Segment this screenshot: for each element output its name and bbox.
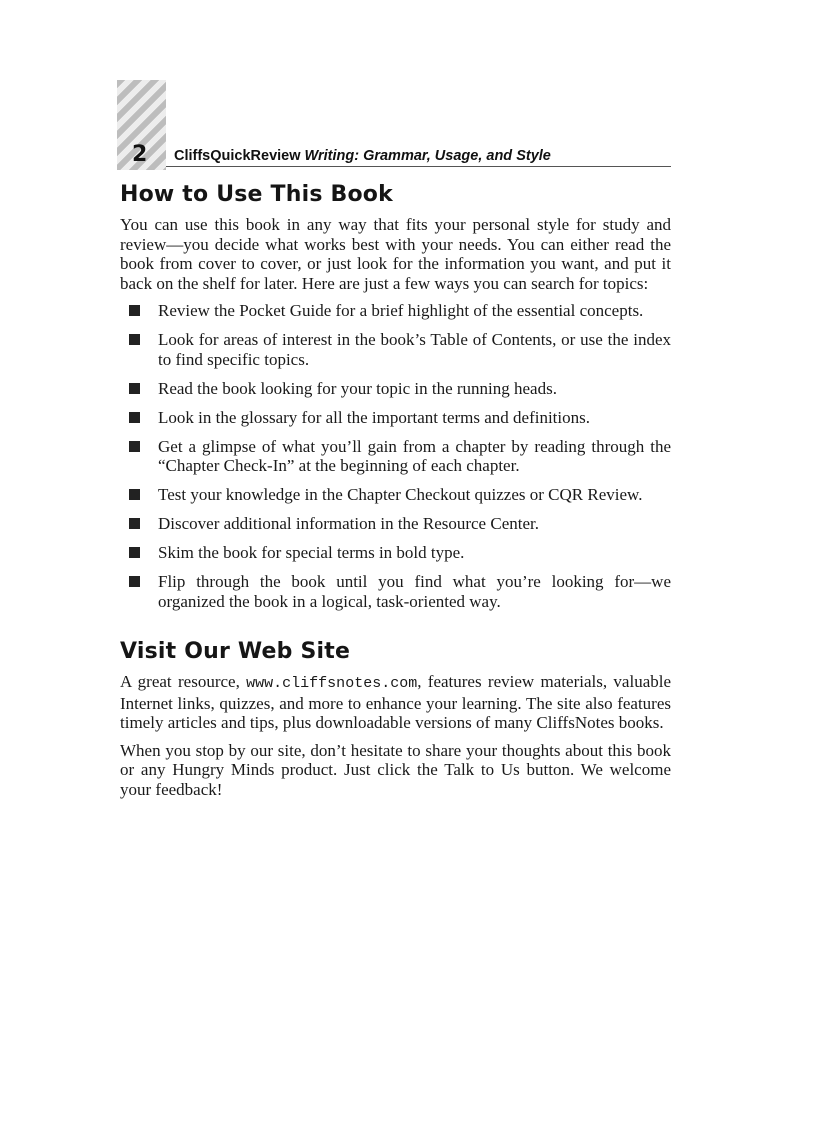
tips-list bbox=[120, 301, 671, 611]
page-number: 2 bbox=[132, 142, 148, 167]
section-heading: How to Use This Book bbox=[120, 182, 393, 207]
square-bullet-icon bbox=[129, 489, 140, 500]
list-item bbox=[120, 485, 671, 505]
list-item bbox=[120, 330, 671, 369]
list-item-text: Skim the book for special terms in bold type. bbox=[158, 543, 465, 562]
running-head bbox=[174, 148, 551, 164]
square-bullet-icon bbox=[129, 441, 140, 452]
list-item bbox=[120, 301, 671, 321]
list-item-text: Review the Pocket Guide for a brief highlight of the essential concepts. bbox=[158, 301, 644, 320]
web-site-paragraph bbox=[120, 672, 671, 733]
square-bullet-icon bbox=[129, 305, 140, 316]
square-bullet-icon bbox=[129, 547, 140, 558]
list-item-text: Look for areas of interest in the book’s Table of Contents, or use the index to find specific topics. bbox=[158, 330, 671, 369]
section-heading: Visit Our Web Site bbox=[120, 639, 351, 664]
list-item-text: Flip through the book until you find what you’re looking for—we organized the book in a logical, task-oriented way. bbox=[158, 572, 671, 611]
paragraph-text: , features review materials, valuable Internet links, quizzes, and more to enhance your learning. The site also features timely articles and tips, plus downloadable versions of many CliffsNotes books. bbox=[120, 672, 672, 732]
square-bullet-icon bbox=[129, 383, 140, 394]
list-item bbox=[120, 379, 671, 399]
web-url: www.cliffsnotes.com bbox=[246, 675, 418, 692]
list-item-text: Look in the glossary for all the important terms and definitions. bbox=[158, 407, 590, 427]
list-item-text: Discover additional information in the Resource Center. bbox=[158, 514, 539, 533]
section-how-to-use bbox=[120, 182, 671, 611]
list-item bbox=[120, 514, 671, 534]
list-item bbox=[120, 543, 671, 563]
list-item-text: Test your knowledge in the Chapter Checkout quizzes or CQR Review. bbox=[158, 485, 643, 504]
list-item bbox=[120, 572, 671, 611]
page-content bbox=[120, 182, 671, 807]
intro-paragraph: You can use this book in any way that fits your personal style for study and review—you decide what works best with your needs. You can either read the book from cover to cover, or just look for the information you want, and put it back on the shelf for later. Here are just a few ways you can search for topics: bbox=[120, 215, 671, 293]
square-bullet-icon bbox=[129, 334, 140, 345]
header-rule bbox=[166, 166, 671, 167]
square-bullet-icon bbox=[129, 518, 140, 529]
list-item-text: Read the book looking for your topic in the running heads. bbox=[158, 378, 557, 398]
book-title: Writing: Grammar, Usage, and Style bbox=[304, 148, 551, 164]
series-title: CliffsQuickReview bbox=[174, 148, 301, 164]
section-visit-web-site bbox=[120, 639, 671, 799]
list-item bbox=[120, 408, 671, 428]
list-item-text: Get a glimpse of what you’ll gain from a chapter by reading through the “Chapter Check-In” at the beginning of each chapter. bbox=[158, 436, 671, 475]
square-bullet-icon bbox=[129, 412, 140, 423]
list-item bbox=[120, 437, 671, 476]
paragraph-text: A great resource, bbox=[120, 672, 247, 691]
square-bullet-icon bbox=[129, 576, 140, 587]
feedback-paragraph: When you stop by our site, don’t hesitate to share your thoughts about this book or any Hungry Minds product. Just click the Talk to Us button. We welcome your feedback! bbox=[120, 740, 671, 799]
